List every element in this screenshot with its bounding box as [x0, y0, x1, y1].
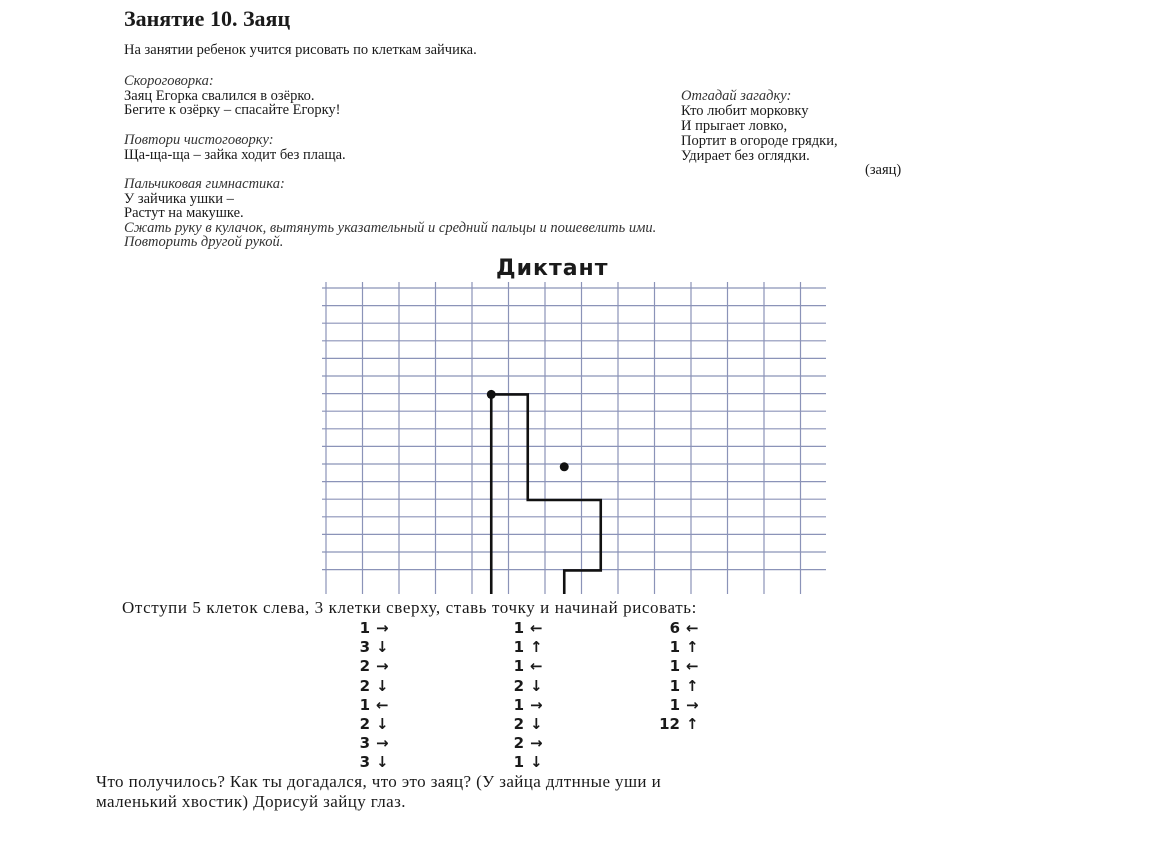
step-item [650, 638, 720, 657]
step-item [494, 657, 564, 676]
rabbit-drawing [455, 390, 711, 594]
conclusion-line: Что получилось? Как ты догадался, что это заяц? (У зайца длтнные уши и [96, 772, 662, 791]
step-count: 1 [359, 695, 370, 714]
start-point [487, 390, 496, 399]
dictation-title: Диктант [496, 256, 609, 281]
tongue-twister-heading: Скороговорка: [124, 73, 214, 89]
step-item [650, 677, 720, 696]
step-item [340, 657, 410, 676]
finger-gym-instruction: Сжать руку в кулачок, вытянуть указательный и средний пальцы и пошевелить ими. [124, 220, 657, 236]
step-count: 1 [359, 619, 370, 637]
step-count: 2 [359, 676, 370, 695]
step-item [494, 677, 564, 696]
finger-gym-line: Растут на макушке. [124, 205, 244, 221]
step-count: 1 [669, 657, 680, 676]
lesson-intro: На занятии ребенок учится рисовать по клеткам зайчика. [124, 42, 477, 58]
step-count: 2 [513, 734, 524, 753]
conclusion-line: маленький хвостик) Дорисуй зайцу глаз. [96, 792, 406, 811]
dictation-grid [322, 282, 826, 594]
arrow-left-icon: ← [376, 695, 389, 714]
step-count: 1 [513, 695, 524, 714]
step-item [650, 696, 720, 715]
arrow-down-icon: ↓ [376, 638, 389, 657]
rabbit-outline [455, 394, 711, 594]
finger-gym-heading: Пальчиковая гимнастика: [124, 176, 285, 192]
step-item [340, 715, 410, 734]
step-count: 3 [359, 753, 370, 772]
arrow-down-icon: ↓ [376, 715, 389, 733]
step-item [494, 734, 564, 753]
step-count: 1 [513, 619, 524, 637]
pure-phrase-heading: Повтори чистоговорку: [124, 132, 274, 148]
step-item [340, 677, 410, 696]
riddle-line: И прыгает ловко, [681, 118, 788, 134]
tongue-twister-line: Бегите к озёрку – спасайте Егорку! [124, 102, 341, 118]
arrow-right-icon: → [530, 695, 543, 714]
arrow-down-icon: ↓ [530, 753, 543, 772]
arrow-down-icon: ↓ [376, 753, 389, 772]
step-item [494, 715, 564, 734]
step-item [494, 638, 564, 657]
arrow-right-icon: → [686, 695, 699, 714]
arrow-right-icon: → [376, 657, 389, 676]
arrow-left-icon: ← [686, 619, 699, 637]
step-count: 1 [669, 638, 680, 657]
arrow-down-icon: ↓ [376, 676, 389, 695]
step-item [340, 734, 410, 753]
dictation-instruction: Отступи 5 клеток слева, 3 клетки сверху, ставь точку и начинай рисовать: [122, 598, 697, 617]
grid-lines [322, 282, 826, 594]
rabbit-eye [560, 462, 569, 471]
arrow-right-icon: → [376, 734, 389, 753]
step-item [650, 715, 720, 734]
step-item [650, 619, 720, 638]
riddle-line: Портит в огороде грядки, [681, 133, 838, 149]
riddle-line: Кто любит морковку [681, 103, 809, 119]
arrow-right-icon: → [376, 619, 389, 637]
pure-phrase-line: Ща-ща-ща – зайка ходит без плаща. [124, 147, 346, 163]
step-item [340, 619, 410, 638]
finger-gym-line: У зайчика ушки – [124, 191, 234, 207]
tongue-twister-line: Заяц Егорка свалился в озёрко. [124, 88, 315, 104]
arrow-right-icon: → [530, 734, 543, 753]
step-count: 1 [669, 695, 680, 714]
step-count: 1 [513, 638, 524, 657]
step-count: 1 [669, 676, 680, 695]
arrow-up-icon: ↑ [686, 638, 699, 657]
lesson-title: Занятие 10. Заяц [124, 6, 291, 31]
riddle-heading: Отгадай загадку: [681, 88, 792, 104]
arrow-left-icon: ← [686, 657, 699, 676]
step-item [650, 657, 720, 676]
arrow-left-icon: ← [530, 619, 543, 637]
riddle-line: Удирает без оглядки. [681, 148, 810, 164]
arrow-up-icon: ↑ [530, 638, 543, 657]
step-item [340, 753, 410, 772]
step-item [340, 638, 410, 657]
arrow-left-icon: ← [530, 657, 543, 676]
step-item [494, 753, 564, 772]
step-item [494, 619, 564, 638]
step-count: 1 [513, 657, 524, 676]
finger-gym-instruction: Повторить другой рукой. [124, 234, 284, 250]
riddle-answer: (заяц) [865, 162, 902, 178]
step-count: 1 [513, 753, 524, 772]
step-count: 2 [359, 657, 370, 676]
step-count: 2 [359, 715, 370, 733]
step-item [340, 696, 410, 715]
step-count: 12 [659, 715, 680, 733]
step-count: 3 [359, 638, 370, 657]
arrow-down-icon: ↓ [530, 676, 543, 695]
step-count: 2 [513, 676, 524, 695]
step-count: 3 [359, 734, 370, 753]
step-count: 6 [669, 619, 680, 637]
arrow-down-icon: ↓ [530, 715, 543, 733]
step-item [494, 696, 564, 715]
arrow-up-icon: ↑ [686, 676, 699, 695]
step-count: 2 [513, 715, 524, 733]
arrow-up-icon: ↑ [686, 715, 699, 733]
